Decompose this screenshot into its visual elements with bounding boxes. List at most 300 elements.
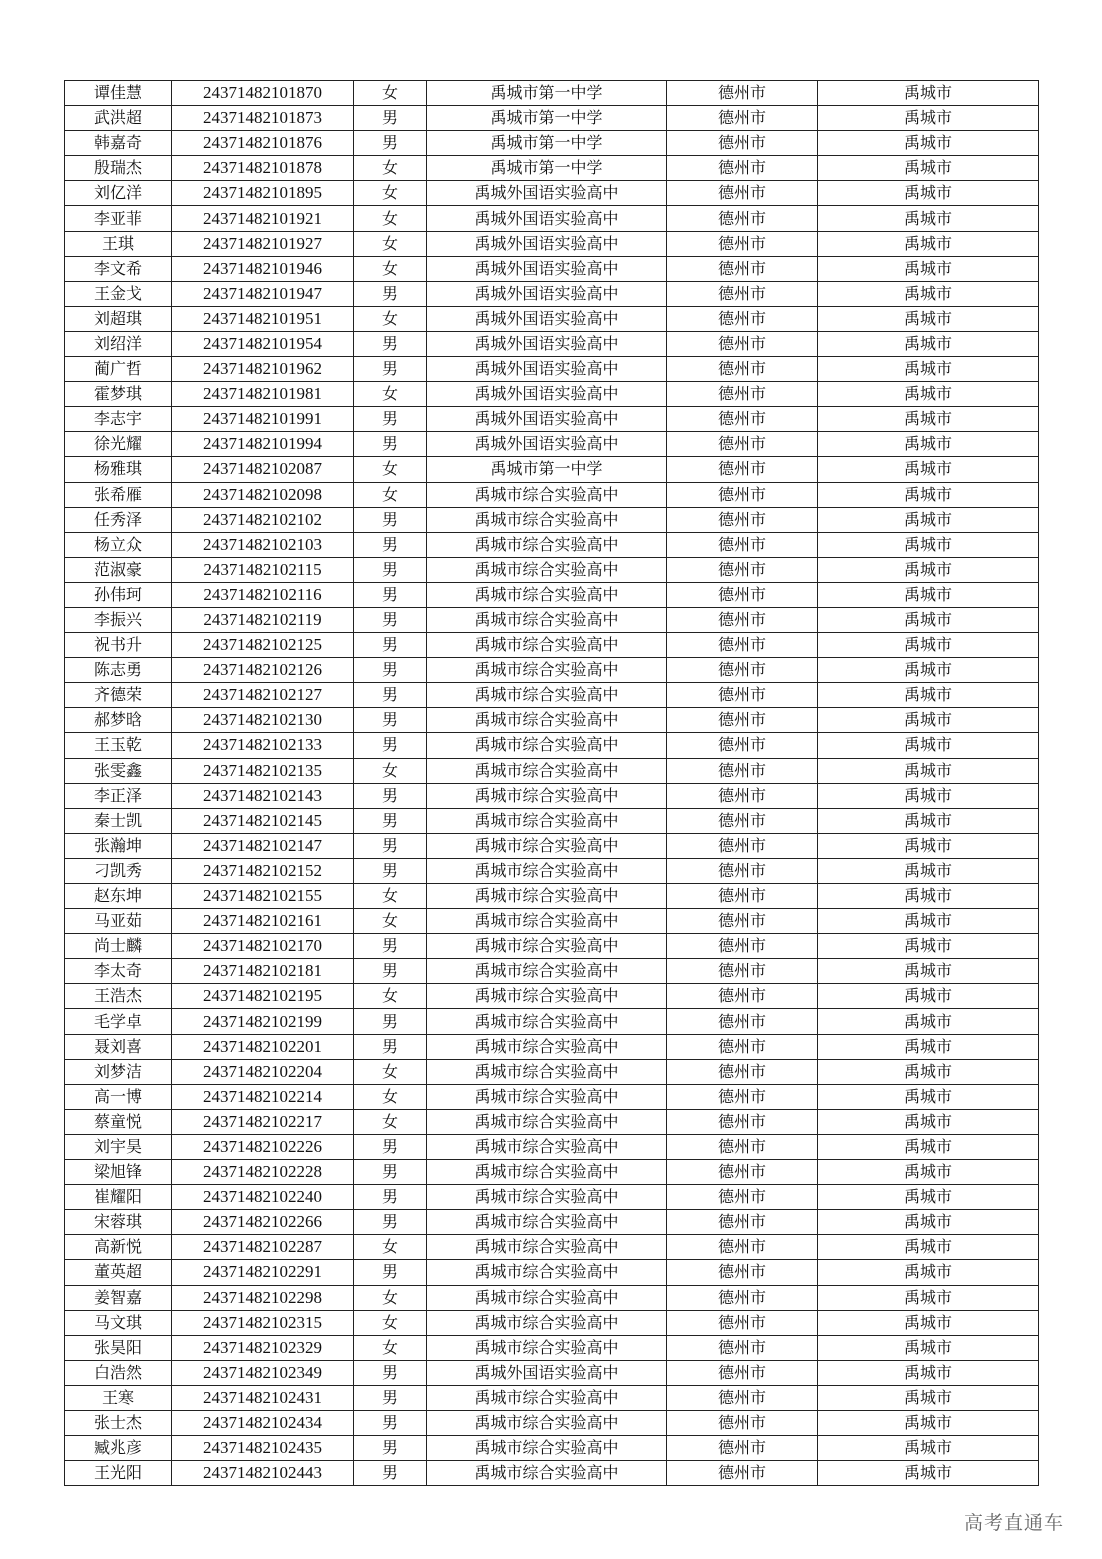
school-cell: 禹城市综合实验高中: [427, 858, 667, 883]
name-cell: 张士杰: [65, 1410, 172, 1435]
gender-cell: 男: [354, 708, 427, 733]
table-row: [65, 758, 1039, 783]
name-cell: 王玉乾: [65, 733, 172, 758]
city-cell: 德州市: [667, 306, 818, 331]
table-row: [65, 507, 1039, 532]
school-cell: 禹城市综合实验高中: [427, 733, 667, 758]
city-cell: 德州市: [667, 557, 818, 582]
table-row: [65, 81, 1039, 106]
exam-number-cell: 24371482102119: [172, 607, 354, 632]
exam-number-cell: 24371482101991: [172, 407, 354, 432]
name-cell: 高一博: [65, 1084, 172, 1109]
name-cell: 刘宇昊: [65, 1134, 172, 1159]
gender-cell: 男: [354, 407, 427, 432]
exam-number-cell: 24371482102102: [172, 507, 354, 532]
exam-number-cell: 24371482101870: [172, 81, 354, 106]
city-cell: 德州市: [667, 407, 818, 432]
county-cell: 禹城市: [818, 1310, 1039, 1335]
county-cell: 禹城市: [818, 231, 1039, 256]
city-cell: 德州市: [667, 858, 818, 883]
exam-number-cell: 24371482102217: [172, 1109, 354, 1134]
name-cell: 李太奇: [65, 959, 172, 984]
table-row: [65, 1084, 1039, 1109]
county-cell: 禹城市: [818, 658, 1039, 683]
exam-number-cell: 24371482102195: [172, 984, 354, 1009]
school-cell: 禹城市第一中学: [427, 81, 667, 106]
gender-cell: 女: [354, 1235, 427, 1260]
table-row: [65, 357, 1039, 382]
table-row: [65, 833, 1039, 858]
name-cell: 高新悦: [65, 1235, 172, 1260]
table-row: [65, 733, 1039, 758]
name-cell: 宋蓉琪: [65, 1210, 172, 1235]
gender-cell: 男: [354, 934, 427, 959]
school-cell: 禹城市综合实验高中: [427, 532, 667, 557]
name-cell: 刁凯秀: [65, 858, 172, 883]
school-cell: 禹城市综合实验高中: [427, 1310, 667, 1335]
table-row: [65, 331, 1039, 356]
exam-number-cell: 24371482102240: [172, 1185, 354, 1210]
county-cell: 禹城市: [818, 1134, 1039, 1159]
gender-cell: 女: [354, 1285, 427, 1310]
city-cell: 德州市: [667, 1084, 818, 1109]
city-cell: 德州市: [667, 582, 818, 607]
school-cell: 禹城外国语实验高中: [427, 231, 667, 256]
exam-number-cell: 24371482102087: [172, 457, 354, 482]
name-cell: 臧兆彦: [65, 1436, 172, 1461]
gender-cell: 男: [354, 1160, 427, 1185]
school-cell: 禹城市综合实验高中: [427, 1059, 667, 1084]
table-row: [65, 181, 1039, 206]
exam-number-cell: 24371482102115: [172, 557, 354, 582]
city-cell: 德州市: [667, 231, 818, 256]
city-cell: 德州市: [667, 959, 818, 984]
table-row: [65, 231, 1039, 256]
school-cell: 禹城外国语实验高中: [427, 181, 667, 206]
county-cell: 禹城市: [818, 708, 1039, 733]
name-cell: 杨雅琪: [65, 457, 172, 482]
county-cell: 禹城市: [818, 1360, 1039, 1385]
school-cell: 禹城市综合实验高中: [427, 758, 667, 783]
county-cell: 禹城市: [818, 507, 1039, 532]
county-cell: 禹城市: [818, 1009, 1039, 1034]
county-cell: 禹城市: [818, 1235, 1039, 1260]
exam-number-cell: 24371482102228: [172, 1160, 354, 1185]
name-cell: 梁旭锋: [65, 1160, 172, 1185]
school-cell: 禹城市综合实验高中: [427, 1285, 667, 1310]
gender-cell: 男: [354, 131, 427, 156]
table-row: [65, 306, 1039, 331]
county-cell: 禹城市: [818, 783, 1039, 808]
county-cell: 禹城市: [818, 633, 1039, 658]
table-row: [65, 1134, 1039, 1159]
table-row: [65, 582, 1039, 607]
county-cell: 禹城市: [818, 758, 1039, 783]
exam-number-cell: 24371482102349: [172, 1360, 354, 1385]
exam-number-cell: 24371482102103: [172, 532, 354, 557]
exam-number-cell: 24371482101895: [172, 181, 354, 206]
gender-cell: 女: [354, 482, 427, 507]
exam-number-cell: 24371482102435: [172, 1436, 354, 1461]
county-cell: 禹城市: [818, 1084, 1039, 1109]
school-cell: 禹城市综合实验高中: [427, 582, 667, 607]
table-row: [65, 1210, 1039, 1235]
school-cell: 禹城外国语实验高中: [427, 432, 667, 457]
county-cell: 禹城市: [818, 557, 1039, 582]
gender-cell: 女: [354, 984, 427, 1009]
exam-number-cell: 24371482102214: [172, 1084, 354, 1109]
exam-number-cell: 24371482102199: [172, 1009, 354, 1034]
exam-number-cell: 24371482102266: [172, 1210, 354, 1235]
gender-cell: 女: [354, 206, 427, 231]
school-cell: 禹城市综合实验高中: [427, 658, 667, 683]
exam-number-cell: 24371482101878: [172, 156, 354, 181]
gender-cell: 女: [354, 1109, 427, 1134]
name-cell: 徐光耀: [65, 432, 172, 457]
name-cell: 崔耀阳: [65, 1185, 172, 1210]
gender-cell: 男: [354, 1185, 427, 1210]
table-row: [65, 1260, 1039, 1285]
name-cell: 王浩杰: [65, 984, 172, 1009]
gender-cell: 女: [354, 909, 427, 934]
school-cell: 禹城市第一中学: [427, 106, 667, 131]
name-cell: 赵东坤: [65, 884, 172, 909]
exam-number-cell: 24371482101994: [172, 432, 354, 457]
exam-number-cell: 24371482102315: [172, 1310, 354, 1335]
name-cell: 姜智嘉: [65, 1285, 172, 1310]
exam-number-cell: 24371482102161: [172, 909, 354, 934]
table-row: [65, 633, 1039, 658]
county-cell: 禹城市: [818, 607, 1039, 632]
student-roster-table: [64, 80, 1039, 1486]
gender-cell: 男: [354, 858, 427, 883]
city-cell: 德州市: [667, 1134, 818, 1159]
county-cell: 禹城市: [818, 331, 1039, 356]
county-cell: 禹城市: [818, 81, 1039, 106]
exam-number-cell: 24371482102145: [172, 808, 354, 833]
name-cell: 董英超: [65, 1260, 172, 1285]
school-cell: 禹城外国语实验高中: [427, 382, 667, 407]
gender-cell: 男: [354, 106, 427, 131]
city-cell: 德州市: [667, 532, 818, 557]
city-cell: 德州市: [667, 1059, 818, 1084]
county-cell: 禹城市: [818, 382, 1039, 407]
county-cell: 禹城市: [818, 582, 1039, 607]
gender-cell: 男: [354, 1260, 427, 1285]
exam-number-cell: 24371482102098: [172, 482, 354, 507]
table-row: [65, 482, 1039, 507]
gender-cell: 男: [354, 607, 427, 632]
school-cell: 禹城市综合实验高中: [427, 633, 667, 658]
gender-cell: 女: [354, 1310, 427, 1335]
name-cell: 张希雁: [65, 482, 172, 507]
name-cell: 韩嘉奇: [65, 131, 172, 156]
table-row: [65, 532, 1039, 557]
name-cell: 孙伟珂: [65, 582, 172, 607]
name-cell: 殷瑞杰: [65, 156, 172, 181]
table-row: [65, 106, 1039, 131]
school-cell: 禹城市综合实验高中: [427, 607, 667, 632]
table-row: [65, 959, 1039, 984]
county-cell: 禹城市: [818, 858, 1039, 883]
name-cell: 白浩然: [65, 1360, 172, 1385]
table-row: [65, 131, 1039, 156]
city-cell: 德州市: [667, 1410, 818, 1435]
name-cell: 尚士麟: [65, 934, 172, 959]
city-cell: 德州市: [667, 331, 818, 356]
name-cell: 刘梦洁: [65, 1059, 172, 1084]
city-cell: 德州市: [667, 658, 818, 683]
county-cell: 禹城市: [818, 1109, 1039, 1134]
gender-cell: 女: [354, 181, 427, 206]
city-cell: 德州市: [667, 81, 818, 106]
exam-number-cell: 24371482101921: [172, 206, 354, 231]
name-cell: 刘绍洋: [65, 331, 172, 356]
county-cell: 禹城市: [818, 733, 1039, 758]
school-cell: 禹城市综合实验高中: [427, 557, 667, 582]
city-cell: 德州市: [667, 758, 818, 783]
school-cell: 禹城外国语实验高中: [427, 281, 667, 306]
city-cell: 德州市: [667, 733, 818, 758]
table-row: [65, 557, 1039, 582]
county-cell: 禹城市: [818, 131, 1039, 156]
table-row: [65, 1235, 1039, 1260]
exam-number-cell: 24371482102434: [172, 1410, 354, 1435]
gender-cell: 男: [354, 683, 427, 708]
city-cell: 德州市: [667, 833, 818, 858]
county-cell: 禹城市: [818, 357, 1039, 382]
table-row: [65, 909, 1039, 934]
county-cell: 禹城市: [818, 457, 1039, 482]
exam-number-cell: 24371482101954: [172, 331, 354, 356]
table-row: [65, 457, 1039, 482]
gender-cell: 男: [354, 633, 427, 658]
gender-cell: 女: [354, 256, 427, 281]
school-cell: 禹城外国语实验高中: [427, 206, 667, 231]
table-row: [65, 1185, 1039, 1210]
school-cell: 禹城市综合实验高中: [427, 984, 667, 1009]
city-cell: 德州市: [667, 1185, 818, 1210]
county-cell: 禹城市: [818, 156, 1039, 181]
county-cell: 禹城市: [818, 106, 1039, 131]
school-cell: 禹城市综合实验高中: [427, 683, 667, 708]
gender-cell: 女: [354, 1335, 427, 1360]
name-cell: 秦士凯: [65, 808, 172, 833]
name-cell: 马文琪: [65, 1310, 172, 1335]
table-row: [65, 382, 1039, 407]
name-cell: 霍梦琪: [65, 382, 172, 407]
school-cell: 禹城市综合实验高中: [427, 1235, 667, 1260]
exam-number-cell: 24371482101981: [172, 382, 354, 407]
gender-cell: 女: [354, 1084, 427, 1109]
school-cell: 禹城市综合实验高中: [427, 1385, 667, 1410]
school-cell: 禹城市综合实验高中: [427, 1436, 667, 1461]
name-cell: 祝书升: [65, 633, 172, 658]
county-cell: 禹城市: [818, 1436, 1039, 1461]
city-cell: 德州市: [667, 683, 818, 708]
school-cell: 禹城市综合实验高中: [427, 783, 667, 808]
table-row: [65, 1436, 1039, 1461]
city-cell: 德州市: [667, 633, 818, 658]
gender-cell: 男: [354, 532, 427, 557]
table-row: [65, 281, 1039, 306]
gender-cell: 男: [354, 1461, 427, 1486]
city-cell: 德州市: [667, 507, 818, 532]
gender-cell: 男: [354, 959, 427, 984]
exam-number-cell: 24371482102155: [172, 884, 354, 909]
table-row: [65, 607, 1039, 632]
county-cell: 禹城市: [818, 1285, 1039, 1310]
school-cell: 禹城市综合实验高中: [427, 1185, 667, 1210]
gender-cell: 男: [354, 507, 427, 532]
county-cell: 禹城市: [818, 407, 1039, 432]
county-cell: 禹城市: [818, 532, 1039, 557]
school-cell: 禹城市综合实验高中: [427, 1034, 667, 1059]
county-cell: 禹城市: [818, 1410, 1039, 1435]
city-cell: 德州市: [667, 432, 818, 457]
table-row: [65, 1310, 1039, 1335]
school-cell: 禹城市综合实验高中: [427, 808, 667, 833]
school-cell: 禹城市第一中学: [427, 156, 667, 181]
city-cell: 德州市: [667, 256, 818, 281]
table-row: [65, 1034, 1039, 1059]
name-cell: 武洪超: [65, 106, 172, 131]
city-cell: 德州市: [667, 357, 818, 382]
exam-number-cell: 24371482102431: [172, 1385, 354, 1410]
exam-number-cell: 24371482102126: [172, 658, 354, 683]
city-cell: 德州市: [667, 1335, 818, 1360]
table-row: [65, 1285, 1039, 1310]
table-row: [65, 658, 1039, 683]
city-cell: 德州市: [667, 457, 818, 482]
name-cell: 陈志勇: [65, 658, 172, 683]
school-cell: 禹城市综合实验高中: [427, 1134, 667, 1159]
table-row: [65, 1335, 1039, 1360]
gender-cell: 女: [354, 382, 427, 407]
exam-number-cell: 24371482102201: [172, 1034, 354, 1059]
city-cell: 德州市: [667, 708, 818, 733]
city-cell: 德州市: [667, 1109, 818, 1134]
school-cell: 禹城外国语实验高中: [427, 331, 667, 356]
exam-number-cell: 24371482102298: [172, 1285, 354, 1310]
name-cell: 王光阳: [65, 1461, 172, 1486]
county-cell: 禹城市: [818, 833, 1039, 858]
gender-cell: 男: [354, 1360, 427, 1385]
table-row: [65, 1109, 1039, 1134]
gender-cell: 女: [354, 306, 427, 331]
school-cell: 禹城外国语实验高中: [427, 306, 667, 331]
exam-number-cell: 24371482102143: [172, 783, 354, 808]
city-cell: 德州市: [667, 131, 818, 156]
table-row: [65, 1160, 1039, 1185]
table-row: [65, 1009, 1039, 1034]
school-cell: 禹城市综合实验高中: [427, 1160, 667, 1185]
gender-cell: 男: [354, 557, 427, 582]
gender-cell: 女: [354, 1059, 427, 1084]
exam-number-cell: 24371482102135: [172, 758, 354, 783]
table-row: [65, 1059, 1039, 1084]
school-cell: 禹城市综合实验高中: [427, 507, 667, 532]
gender-cell: 女: [354, 81, 427, 106]
county-cell: 禹城市: [818, 1160, 1039, 1185]
county-cell: 禹城市: [818, 1034, 1039, 1059]
city-cell: 德州市: [667, 607, 818, 632]
county-cell: 禹城市: [818, 884, 1039, 909]
city-cell: 德州市: [667, 181, 818, 206]
name-cell: 蔺广哲: [65, 357, 172, 382]
gender-cell: 男: [354, 281, 427, 306]
gender-cell: 男: [354, 1410, 427, 1435]
name-cell: 范淑豪: [65, 557, 172, 582]
city-cell: 德州市: [667, 106, 818, 131]
school-cell: 禹城市综合实验高中: [427, 1260, 667, 1285]
county-cell: 禹城市: [818, 1385, 1039, 1410]
city-cell: 德州市: [667, 984, 818, 1009]
county-cell: 禹城市: [818, 1461, 1039, 1486]
county-cell: 禹城市: [818, 181, 1039, 206]
school-cell: 禹城市综合实验高中: [427, 833, 667, 858]
table-row: [65, 256, 1039, 281]
gender-cell: 男: [354, 1034, 427, 1059]
city-cell: 德州市: [667, 1310, 818, 1335]
city-cell: 德州市: [667, 1436, 818, 1461]
table-row: [65, 1410, 1039, 1435]
school-cell: 禹城市综合实验高中: [427, 909, 667, 934]
county-cell: 禹城市: [818, 1210, 1039, 1235]
county-cell: 禹城市: [818, 482, 1039, 507]
school-cell: 禹城市综合实验高中: [427, 1335, 667, 1360]
table-row: [65, 708, 1039, 733]
name-cell: 齐德荣: [65, 683, 172, 708]
city-cell: 德州市: [667, 1160, 818, 1185]
city-cell: 德州市: [667, 783, 818, 808]
gender-cell: 男: [354, 733, 427, 758]
school-cell: 禹城市综合实验高中: [427, 1210, 667, 1235]
gender-cell: 男: [354, 432, 427, 457]
gender-cell: 男: [354, 1436, 427, 1461]
county-cell: 禹城市: [818, 256, 1039, 281]
city-cell: 德州市: [667, 1009, 818, 1034]
exam-number-cell: 24371482101927: [172, 231, 354, 256]
school-cell: 禹城市综合实验高中: [427, 1084, 667, 1109]
name-cell: 聂刘喜: [65, 1034, 172, 1059]
exam-number-cell: 24371482102116: [172, 582, 354, 607]
city-cell: 德州市: [667, 281, 818, 306]
school-cell: 禹城市综合实验高中: [427, 708, 667, 733]
watermark-text: 高考直通车: [964, 1512, 1065, 1534]
gender-cell: 男: [354, 783, 427, 808]
exam-number-cell: 24371482102170: [172, 934, 354, 959]
city-cell: 德州市: [667, 1385, 818, 1410]
city-cell: 德州市: [667, 482, 818, 507]
table-row: [65, 1461, 1039, 1486]
city-cell: 德州市: [667, 1210, 818, 1235]
county-cell: 禹城市: [818, 1059, 1039, 1084]
table-row: [65, 858, 1039, 883]
table-row: [65, 206, 1039, 231]
gender-cell: 男: [354, 808, 427, 833]
name-cell: 刘亿洋: [65, 181, 172, 206]
school-cell: 禹城外国语实验高中: [427, 357, 667, 382]
school-cell: 禹城市综合实验高中: [427, 934, 667, 959]
exam-number-cell: 24371482101876: [172, 131, 354, 156]
exam-number-cell: 24371482101946: [172, 256, 354, 281]
city-cell: 德州市: [667, 909, 818, 934]
roster-body: [65, 81, 1039, 1486]
gender-cell: 男: [354, 1134, 427, 1159]
gender-cell: 男: [354, 833, 427, 858]
name-cell: 任秀泽: [65, 507, 172, 532]
